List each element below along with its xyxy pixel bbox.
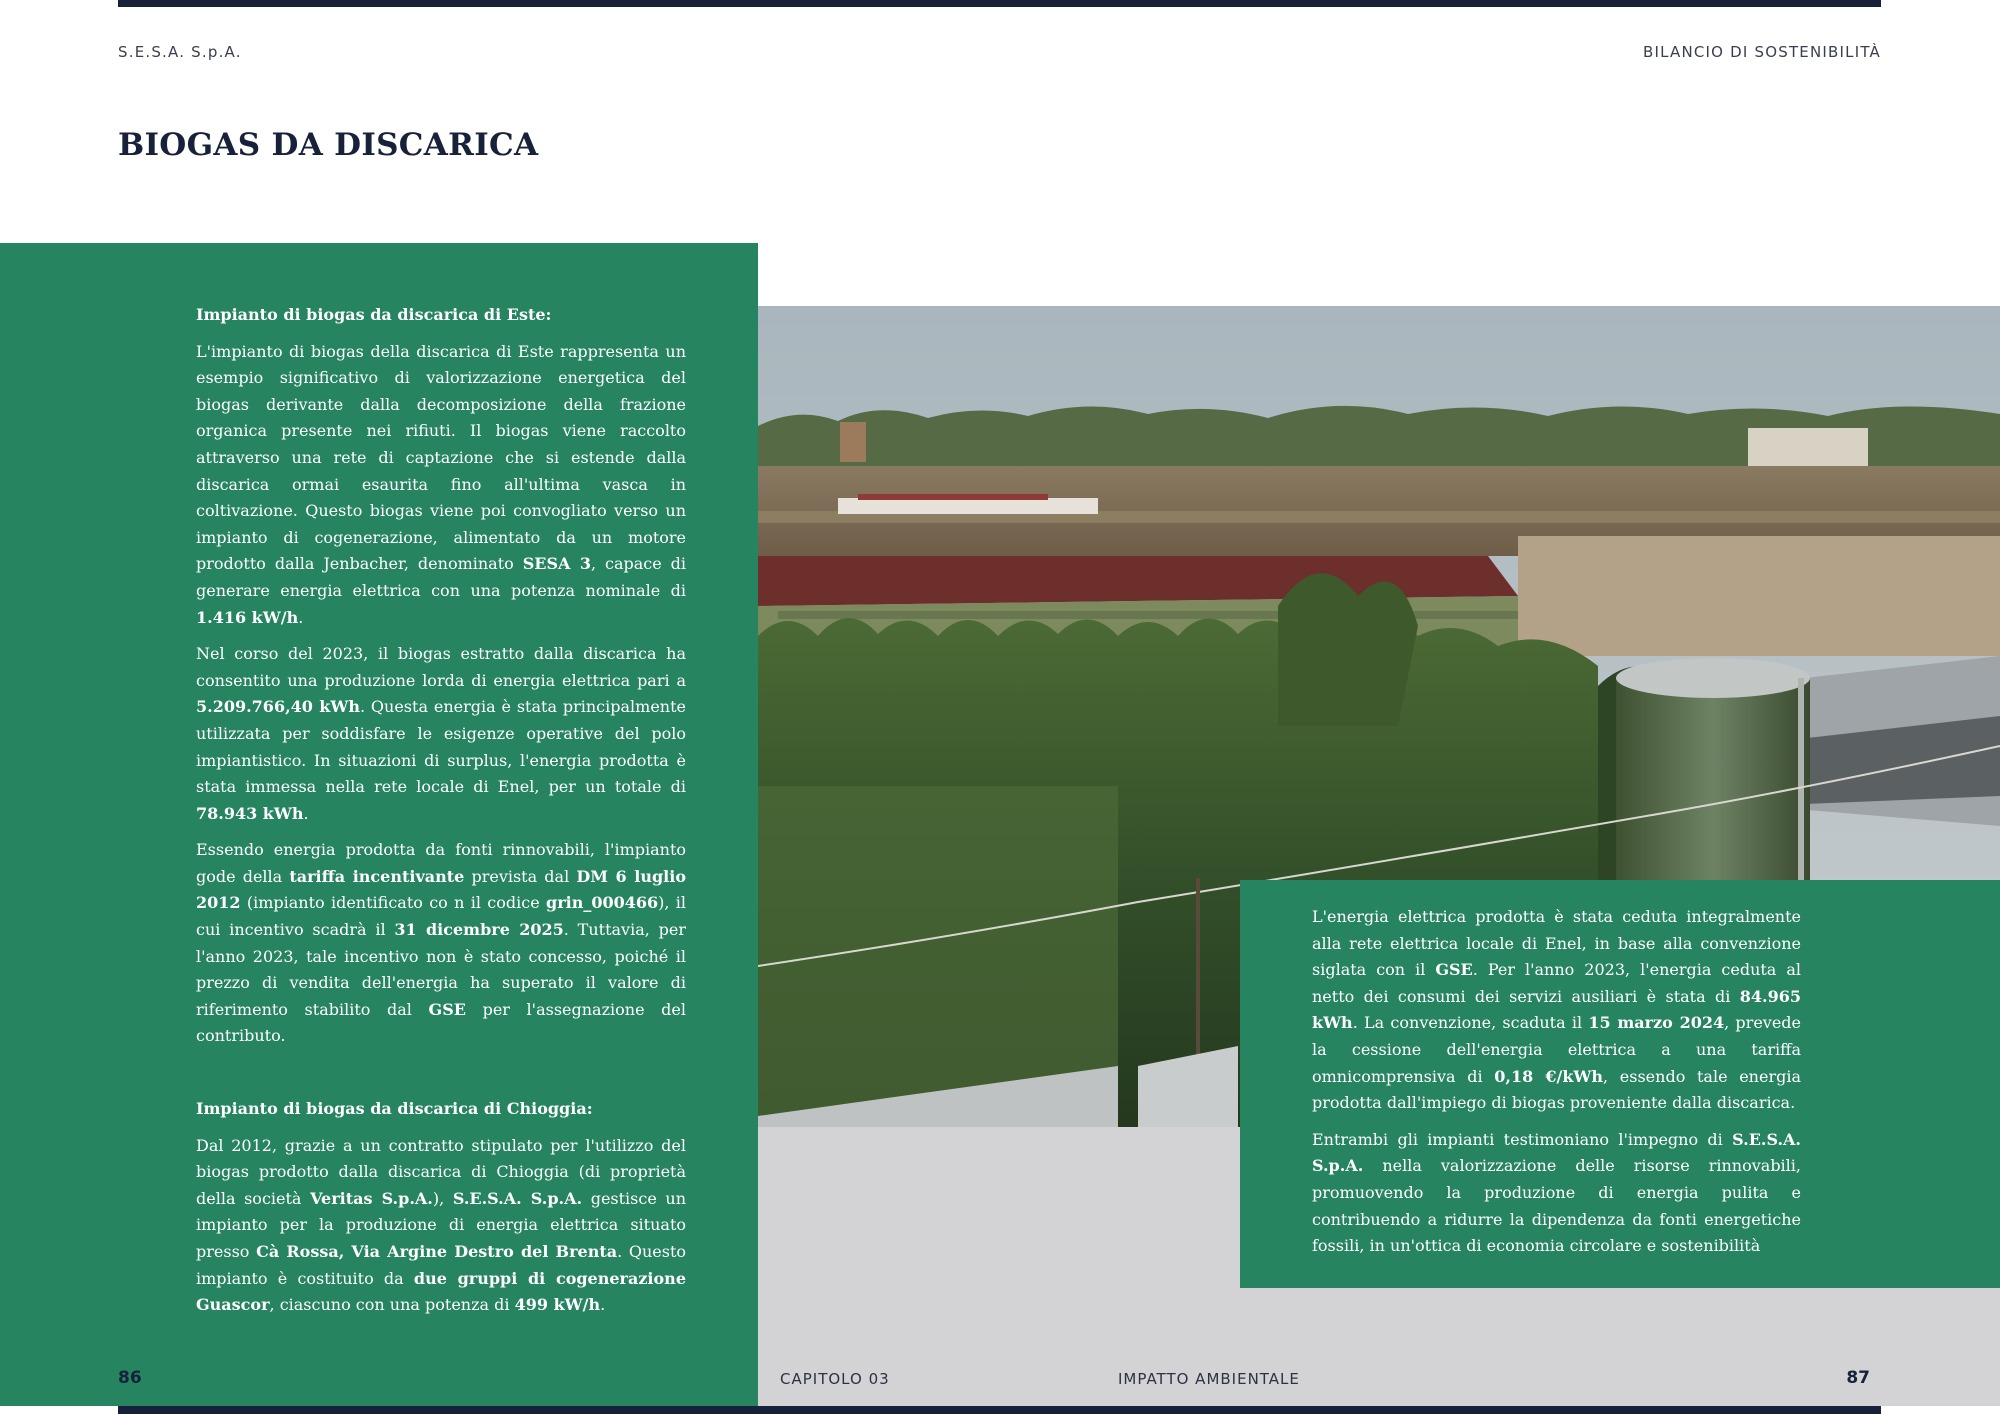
este-heading: Impianto di biogas da discarica di Este:: [196, 305, 552, 324]
chioggia-paragraph: Dal 2012, grazie a un contratto stipulato per l'utilizzo del biogas prodotto dalla discarica di Chioggia (di proprietà della società Veritas S.p.A.), S.E.S.A. S.p.A. gestisce un impianto per la produzione di energia elettrica situato presso Cà Rossa, Via Argine Destro del Brenta. Questo impianto è costituito da due gruppi di cogenerazione Guascor, ciascuno con una potenza di 499 kW/h.: [196, 1135, 687, 1315]
chioggia-heading: Impianto di biogas da discarica di Chioggia:: [196, 1099, 593, 1119]
header-company: S.E.S.A. S.p.A.: [118, 43, 242, 61]
bottom-rule: [118, 1406, 1881, 1414]
right-paragraph-2: Entrambi gli impianti testimoniano l'impegno di S.E.S.A. S.p.A. nella valorizzazione delle risorse rinnovabili, promuovendo la produzione di energia pulita e contribuendo a ridurre la dipendenza da fonti energetiche fossili, in un'ottica di economia circolare e sostenibilità: [1312, 1129, 1801, 1256]
page-title: BIOGAS DA DISCARICA: [118, 127, 539, 163]
left-text-column: [196, 302, 686, 1329]
top-rule: [118, 0, 1881, 7]
page-number-right: 87: [1846, 1368, 1870, 1388]
right-paragraph-1: L'energia elettrica prodotta è stata ceduta integralmente alla rete elettrica locale di Enel, in base alla convenzione siglata con il GSE. Per l'anno 2023, l'energia ceduta al netto dei consumi dei servizi ausiliari è stata di 84.965 kWh. La convenzione, scaduta il 15 marzo 2024, prevede la cessione dell'energia elettrica a una tariffa omnicomprensiva di 0,18 €/kWh, essendo tale energia prodotta dall'impiego di biogas proveniente dalla discarica.: [1312, 907, 1801, 1113]
este-paragraph-3: Essendo energia prodotta da fonti rinnovabili, l'impianto gode della tariffa incentivante prevista dal DM 6 luglio 2012 (impianto identificato co n il codice grin_000466), il cui incentivo scadrà il 31 dicembre 2025. Tuttavia, per l'anno 2023, tale incentivo non è stato concesso, poiché il prezzo di vendita dell'energia ha superato il valore di riferimento stabilito dal GSE per l'assegnazione del contributo.: [196, 840, 687, 1046]
este-paragraph-2: Nel corso del 2023, il biogas estratto dalla discarica ha consentito una produzione lorda di energia elettrica pari a 5.209.766,40 kWh. Questa energia è stata principalmente utilizzata per soddisfare le esigenze operative del polo impiantistico. In situazioni di surplus, l'energia prodotta è stata immessa nella rete locale di Enel, per un totale di 78.943 kWh.: [196, 644, 686, 823]
footer-section: IMPATTO AMBIENTALE: [1118, 1370, 1300, 1388]
footer-chapter: CAPITOLO 03: [780, 1370, 890, 1388]
header-report-title: BILANCIO DI SOSTENIBILITÀ: [1642, 43, 1881, 61]
page-number-left: 86: [118, 1368, 142, 1388]
este-paragraph-1: L'impianto di biogas della discarica di Este rappresenta un esempio significativo di valorizzazione energetica del biogas derivante dalla decomposizione della frazione organica presente nei rifiuti. Il biogas viene raccolto attraverso una rete di captazione che si estende dalla discarica ormai esaurita fino all'ultima vasca in coltivazione. Questo biogas viene poi convogliato verso un impianto di cogenerazione, alimentato da un motore prodotto dalla Jenbacher, denominato SESA 3, capace di generare energia elettrica con una potenza nominale di 1.416 kW/h.: [196, 341, 687, 627]
right-text-column: [1312, 904, 1801, 1270]
